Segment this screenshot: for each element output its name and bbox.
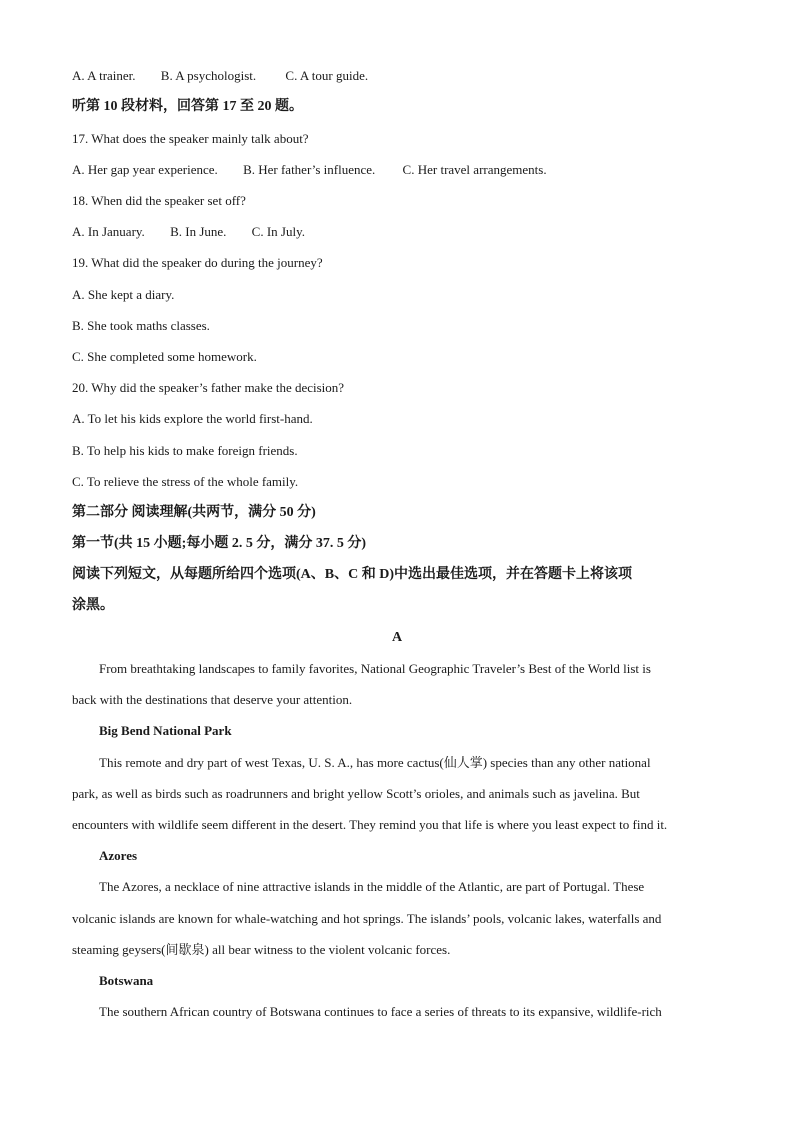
q16-option-c: C. A tour guide. [285,68,369,83]
q20-option-c: C. To relieve the stress of the whole family. [72,474,299,489]
q20-option-a: A. To let his kids explore the world first-hand. [72,411,313,426]
q16-options [72,68,368,84]
intro-line1: From breathtaking landscapes to family favorites, National Geographic Traveler’s Best of the World list is [99,661,651,676]
big-bend-title: Big Bend National Park [99,723,232,738]
q18-option-b: B. In June. [170,224,227,239]
q18-question: 18. When did the speaker set off? [72,193,246,208]
reading-instruction-line2: 涂黑。 [72,598,114,613]
q18-option-a: A. In January. [72,224,145,239]
azores-line3: steaming geysers(间歇泉) all bear witness to the violent volcanic forces. [72,942,451,957]
big-bend-line3: encounters with wildlife seem different in the desert. They remind you that life is where you least expect to find it. [72,817,668,832]
q20-option-b: B. To help his kids to make foreign friends. [72,443,298,458]
q17-question: 17. What does the speaker mainly talk about? [72,131,309,146]
azores-line1: The Azores, a necklace of nine attractive islands in the middle of the Atlantic, are part of Portugal. These [99,879,645,894]
reading-instruction-line1: 阅读下列短文，从每题所给四个选项(A、B、C 和 D)中选出最佳选项，并在答题卡上将该项 [72,567,632,582]
q19-option-a: A. She kept a diary. [72,287,175,302]
q19-question: 19. What did the speaker do during the journey? [72,255,323,270]
azores-line2: volcanic islands are known for whale-watching and hot springs. The islands’ pools, volcanic lakes, waterfalls and [72,911,662,926]
q17-option-a: A. Her gap year experience. [72,162,218,177]
q17-option-b: B. Her father’s influence. [243,162,376,177]
q16-option-b: B. A psychologist. [160,68,257,83]
botswana-line1: The southern African country of Botswana continues to face a series of threats to its expansive, wildlife-rich [99,1004,662,1019]
q19-option-c: C. She completed some homework. [72,349,257,364]
q20-question: 20. Why did the speaker’s father make the decision? [72,380,345,395]
big-bend-line2: park, as well as birds such as roadrunners and bright yellow Scott’s orioles, and animals such as javelina. But [72,786,640,801]
q16-option-a: A. A trainer. [72,68,136,83]
q18-options [72,224,305,240]
section1-heading: 第一节(共 15 小题;每小题 2. 5 分，满分 37. 5 分) [72,536,366,551]
part2-heading: 第二部分 阅读理解(共两节，满分 50 分) [72,505,316,520]
q18-option-c: C. In July. [251,224,305,239]
section10-instruction: 听第 10 段材料，回答第 17 至 20 题。 [72,99,303,114]
azores-title: Azores [99,848,138,863]
q17-options [72,162,547,178]
big-bend-line1: This remote and dry part of west Texas, U. S. A., has more cactus(仙人掌) species than any other national [99,755,651,770]
botswana-title: Botswana [99,973,154,988]
q19-option-b: B. She took maths classes. [72,318,210,333]
q17-option-c: C. Her travel arrangements. [402,162,547,177]
intro-line2: back with the destinations that deserve your attention. [72,692,353,707]
passage-letter: A [391,630,403,645]
